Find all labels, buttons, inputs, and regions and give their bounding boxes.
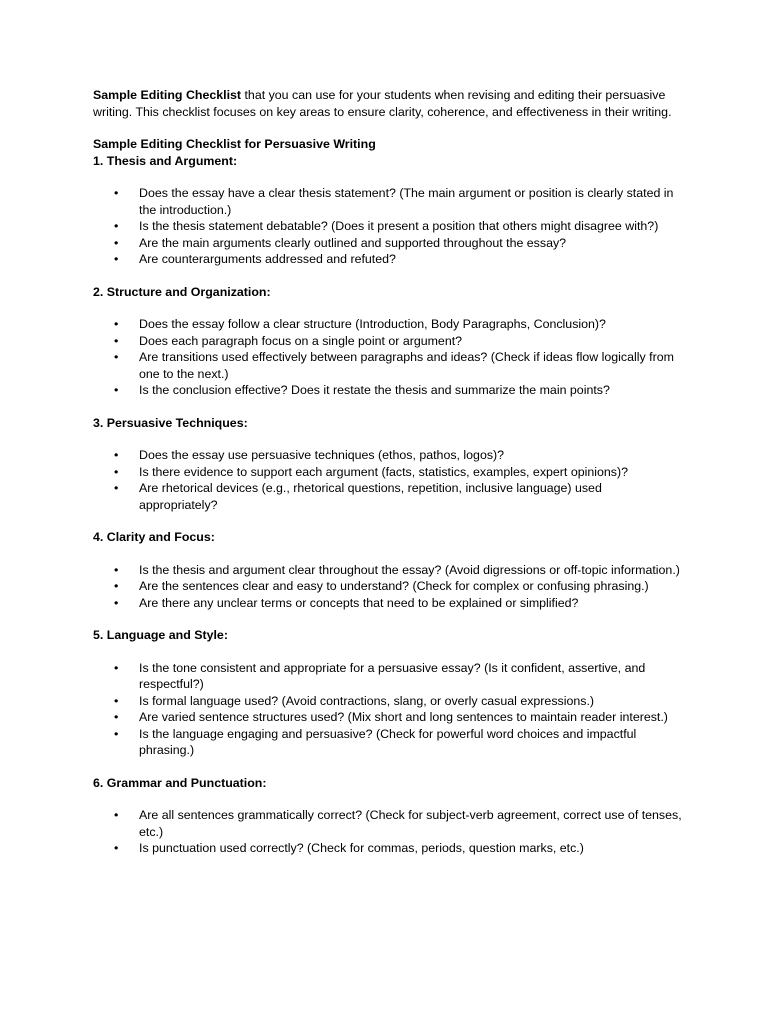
section-title: 3. Persuasive Techniques: <box>93 415 248 430</box>
list-item: • Does each paragraph focus on a single point or argument? <box>93 333 683 350</box>
list-item: • Does the essay follow a clear structure (Introduction, Body Paragraphs, Conclusion)? <box>93 316 683 333</box>
section-title: 4. Clarity and Focus: <box>93 530 215 544</box>
list-item: • Does the essay have a clear thesis statement? (The main argument or position is clearly stated in the introduction.) <box>93 185 683 218</box>
list-item: • Is punctuation used correctly? (Check for commas, periods, question marks, etc.) <box>93 840 683 857</box>
list-item: • Does the essay use persuasive techniques (ethos, pathos, logos)? <box>93 447 683 464</box>
intro-text: that you can use for your students when revising and editing their persuasive writing. This checklist focuses on key areas to ensure clarity, coherence, and effectiveness in their writing. <box>93 88 672 119</box>
list-item: • Are rhetorical devices (e.g., rhetorical questions, repetition, inclusive language) used appropriately? <box>93 480 683 513</box>
checklist-title: Sample Editing Checklist for Persuasive Writing <box>93 137 376 151</box>
list-item: • Is the tone consistent and appropriate for a persuasive essay? (Is it confident, assertive, and respectful?) <box>93 660 683 693</box>
section-title: 2. Structure and Organization: <box>93 284 271 299</box>
section-list <box>93 807 683 857</box>
list-item: • Are transitions used effectively between paragraphs and ideas? (Check if ideas flow logically from one to the next.) <box>93 349 683 382</box>
list-item: • Is the thesis and argument clear throughout the essay? (Avoid digressions or off-topic information.) <box>93 562 683 579</box>
list-item: • Is the conclusion effective? Does it restate the thesis and summarize the main points? <box>93 382 683 399</box>
section-title: 6. Grammar and Punctuation: <box>93 775 267 790</box>
intro-bold-lead: Sample Editing Checklist <box>93 88 242 102</box>
list-item: • Is the language engaging and persuasive? (Check for powerful word choices and impactful phrasing.) <box>93 726 683 759</box>
section-list <box>93 447 683 513</box>
list-item: • Are the sentences clear and easy to understand? (Check for complex or confusing phrasing.) <box>93 578 683 595</box>
list-item: • Is formal language used? (Avoid contractions, slang, or overly casual expressions.) <box>93 693 683 710</box>
list-item: • Are counterarguments addressed and refuted? <box>93 251 683 268</box>
intro-paragraph <box>93 87 683 120</box>
list-item: • Are there any unclear terms or concepts that need to be explained or simplified? <box>93 595 683 612</box>
section-list <box>93 660 683 759</box>
list-item: • Are the main arguments clearly outlined and supported throughout the essay? <box>93 235 683 252</box>
section-list <box>93 316 683 399</box>
section-list <box>93 562 683 612</box>
document-body <box>93 87 683 857</box>
list-item: • Is the thesis statement debatable? (Does it present a position that others might disagree with?) <box>93 218 683 235</box>
list-item: • Are varied sentence structures used? (Mix short and long sentences to maintain reader interest.) <box>93 709 683 726</box>
section-title: 1. Thesis and Argument: <box>93 153 238 168</box>
list-item: • Are all sentences grammatically correct? (Check for subject-verb agreement, correct use of tenses, etc.) <box>93 807 683 840</box>
list-item: • Is there evidence to support each argument (facts, statistics, examples, expert opinions)? <box>93 464 683 481</box>
section-title: 5. Language and Style: <box>93 628 228 642</box>
section-list <box>93 185 683 268</box>
